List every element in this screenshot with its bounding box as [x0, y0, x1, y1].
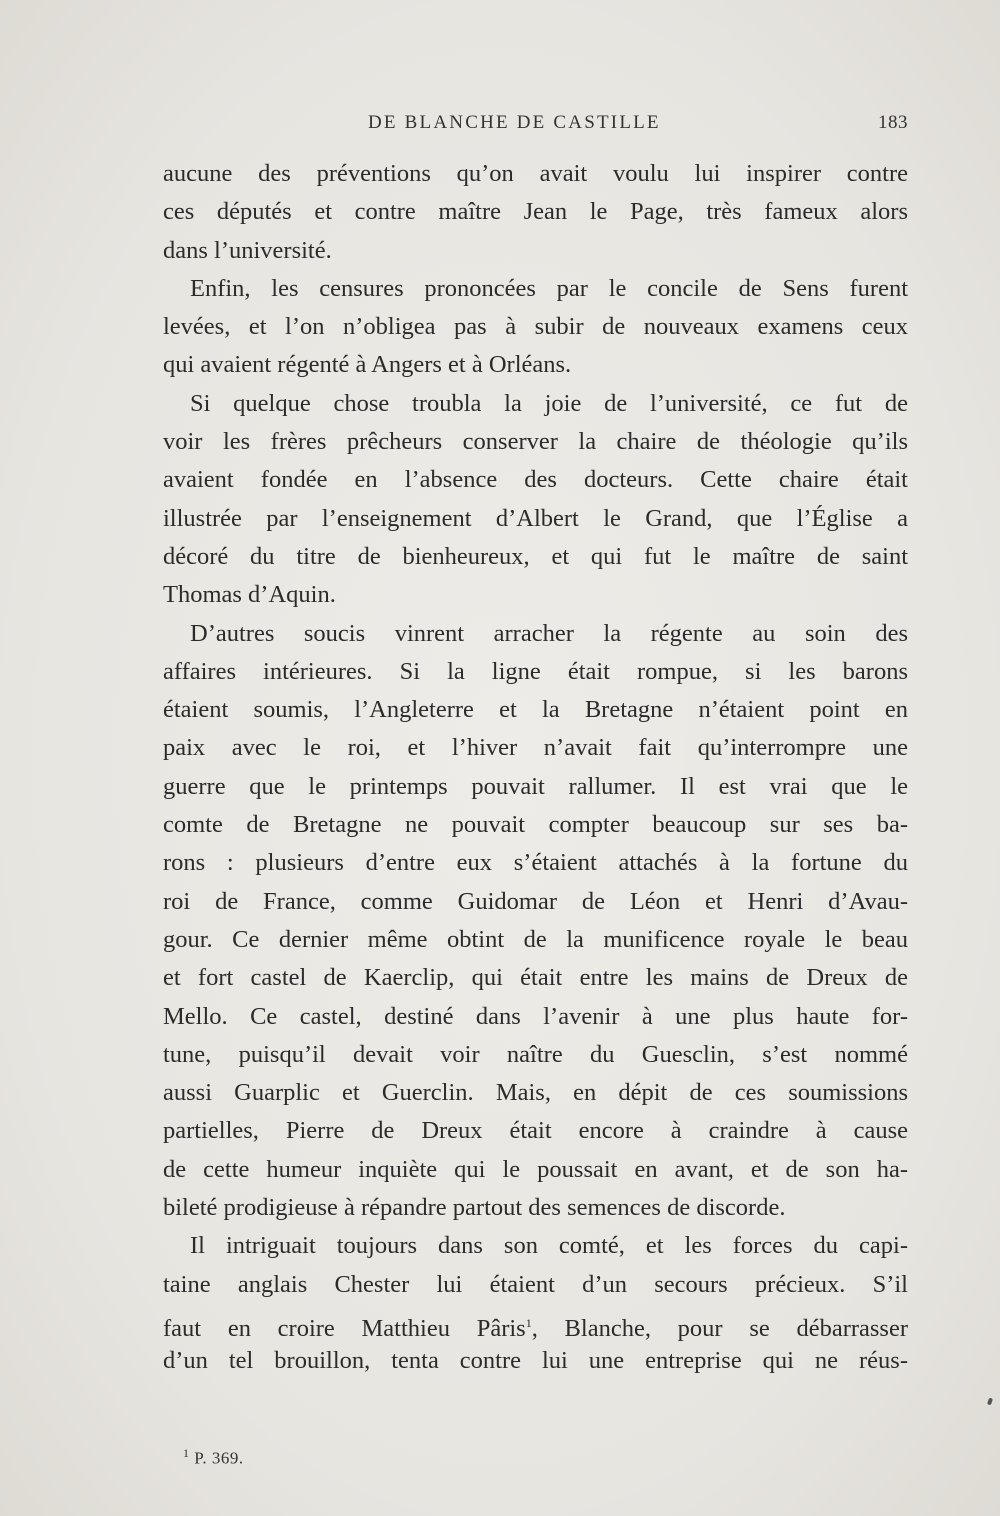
text-line: bileté prodigieuse à répandre partout des semences de discorde.	[163, 1194, 786, 1222]
text-line: de cette humeur inquiète qui le poussait en avant, et de son ha-	[163, 1155, 908, 1183]
text-line: D’autres soucis vinrent arracher la régente au soin des	[190, 619, 908, 647]
text-line: tune, puisqu’il devait voir naître du Guesclin, s’est nommé	[163, 1040, 908, 1068]
footnote-reference: 1	[525, 1315, 532, 1330]
footnote-marker: 1	[183, 1446, 190, 1460]
text-line: roi de France, comme Guidomar de Léon et Henri d’Avau-	[163, 887, 908, 915]
text-line: voir les frères prêcheurs conserver la chaire de théologie qu’ils	[163, 428, 908, 456]
text-line: aucune des préventions qu’on avait voulu lui inspirer contre	[163, 160, 908, 187]
text-line: gour. Ce dernier même obtint de la munificence royale le beau	[163, 925, 908, 953]
text-line: levées, et l’on n’obligea pas à subir de nouveaux examens ceux	[163, 313, 908, 341]
text-line: taine anglais Chester lui étaient d’un secours précieux. S’il	[163, 1270, 908, 1298]
text-line: avaient fondée en l’absence des docteurs. Cette chaire était	[163, 466, 908, 494]
text-line: aussi Guarplic et Guerclin. Mais, en dépit de ces soumissions	[163, 1079, 908, 1107]
text-line: Enfin, les censures prononcées par le concile de Sens furent	[190, 274, 908, 302]
text-line: affaires intérieures. Si la ligne était rompue, si les barons	[163, 657, 908, 685]
body-text	[163, 155, 908, 1381]
text-line: Il intriguait toujours dans son comté, et les forces du capi-	[190, 1232, 908, 1260]
text-line: dans l’université.	[163, 236, 332, 264]
text-line: décoré du titre de bienheureux, et qui fut le maître de saint	[163, 542, 908, 570]
text-line: partielles, Pierre de Dreux était encore à craindre à cause	[163, 1117, 908, 1145]
text-line: Mello. Ce castel, destiné dans l’avenir à une plus haute for-	[163, 1002, 908, 1030]
paper-speck	[987, 1398, 993, 1406]
page-number: 183	[878, 112, 908, 133]
text-line: paix avec le roi, et l’hiver n’avait fait qu’interrompre une	[163, 734, 908, 762]
text-line-start: faut en croire Matthieu Pâris	[163, 1315, 526, 1343]
text-line: étaient soumis, l’Angleterre et la Bretagne n’étaient point en	[163, 696, 908, 724]
page-header	[163, 112, 908, 142]
text-line: qui avaient régenté à Angers et à Orléans.	[163, 351, 572, 379]
text-line: rons : plusieurs d’entre eux s’étaient attachés à la fortune du	[163, 849, 908, 877]
text-line: Si quelque chose troubla la joie de l’université, ce fut de	[190, 389, 908, 417]
text-line-with-note-ref	[163, 1304, 908, 1342]
running-title: DE BLANCHE DE CASTILLE	[368, 112, 661, 133]
text-line: d’un tel brouillon, tenta contre lui une entreprise qui ne réus-	[163, 1347, 908, 1375]
text-line: comte de Bretagne ne pouvait compter beaucoup sur ses ba-	[163, 811, 908, 839]
text-line: guerre que le printemps pouvait rallumer. Il est vrai que le	[163, 772, 908, 800]
text-line: et fort castel de Kaerclip, qui était entre les mains de Dreux de	[163, 964, 908, 992]
footnote-text: P. 369.	[189, 1448, 244, 1468]
text-line: Thomas d’Aquin.	[163, 581, 336, 609]
text-line: ces députés et contre maître Jean le Page, très fameux alors	[163, 198, 908, 226]
text-line: illustrée par l’enseignement d’Albert le Grand, que l’Église a	[163, 504, 908, 532]
footnote	[183, 1446, 244, 1469]
text-line-end: , Blanche, pour se débarrasser	[531, 1315, 908, 1343]
